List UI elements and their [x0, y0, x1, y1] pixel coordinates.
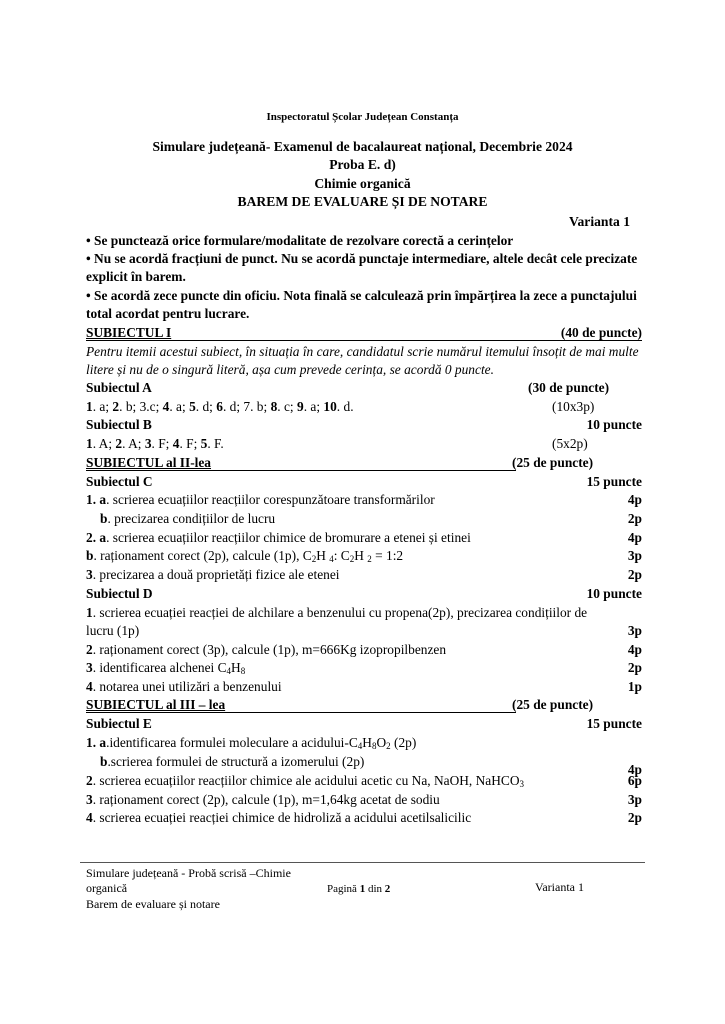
item-d2: 2. raționament corect (3p), calcule (1p), m=666Kg izopropilbenzen 4p — [86, 642, 642, 657]
proba: Proba E. d) — [329, 157, 396, 172]
item-c3: 3. precizarea a două proprietăți fizice ale etenei 2p — [86, 567, 642, 582]
section-1-title: SUBIECTUL I — [86, 325, 172, 340]
section-1-points: (40 de puncte) — [560, 325, 642, 340]
subject-a-points: (30 de puncte) — [528, 380, 610, 395]
subject-b-title: Subiectul B — [86, 417, 152, 432]
subject-b-score: (5x2p) — [552, 436, 588, 451]
footer-variant: Varianta 1 — [535, 880, 584, 894]
section-2-title: SUBIECTUL al II-lea — [86, 455, 212, 470]
subject-e-header — [86, 715, 642, 733]
subject-c-header — [86, 473, 642, 491]
subject-d-header — [86, 585, 642, 603]
item-d1-cont: lucru (1p) 3p — [86, 623, 642, 638]
subject-d-title: Subiectul D — [86, 586, 153, 601]
subject-e-title: Subiectul E — [86, 716, 152, 731]
item-c1b: b. precizarea condițiilor de lucru 2p — [100, 511, 642, 526]
subject-name: Chimie organică — [314, 176, 411, 191]
section-2-underline — [86, 470, 516, 471]
institution: Inspectoratul Școlar Județean Constanța — [266, 111, 459, 123]
footer-left-1: Simulare județeană - Probă scrisă –Chimie — [86, 866, 291, 880]
subject-a-answers: 1. a; 2. b; 3.c; 4. a; 5. d; 6. d; 7. b; 8. c; 9. a; 10. d. (10x3p) — [86, 399, 595, 414]
item-c2b: b. raționament corect (2p), calcule (1p), $C_2H$ $_4$: $C_2H$ $_2$ = 1:2 3p — [86, 548, 642, 564]
barem-title: BAREM DE EVALUARE ȘI DE NOTARE — [237, 194, 488, 209]
exam-title: Simulare județeană- Examenul de bacalaureat național, Decembrie 2024 — [152, 139, 573, 154]
subject-b-points: 10 puncte — [586, 417, 642, 432]
subject-a-title: Subiectul A — [86, 380, 152, 395]
rule-3: • Se acordă zece puncte din oficiu. Nota finală se calculează prin împărțirea la zece a punctajului total acordat pentru lucrare. — [86, 288, 637, 321]
footer-divider — [80, 862, 645, 863]
footer-left-3: Barem de evaluare și notare — [86, 897, 220, 911]
section-3-points: (25 de puncte) — [512, 697, 594, 712]
section-3-underline — [86, 712, 516, 713]
subject-a-header — [86, 379, 642, 397]
subject-a-score: (10x3p) — [552, 399, 595, 414]
subject-d-points: 10 puncte — [586, 586, 642, 601]
item-e1a: 1. a.identificarea formulei moleculare a acidului-$C_4H_8O_2$ (2p) — [86, 735, 417, 751]
subject-c-title: Subiectul C — [86, 474, 153, 489]
item-e1b: b.scrierea formulei de structură a izomerului (2p) — [100, 754, 365, 769]
item-e3: 3. raționament corect (2p), calcule (1p), m=1,64kg acetat de sodiu 3p — [86, 792, 642, 807]
item-d4: 4. notarea unei utilizări a benzenului 1p — [86, 679, 642, 694]
rule-1: • Se punctează orice formulare/modalitate de rezolvare corectă a cerințelor — [86, 233, 514, 248]
footer-page-number: Pagină 1 din 2 — [327, 883, 391, 895]
rule-2: • Nu se acordă fracțiuni de punct. Nu se acordă punctaje intermediare, altele decât cele precizate explicit în barem. — [86, 251, 638, 284]
section-2-points: (25 de puncte) — [512, 455, 594, 470]
subject-b-answers: 1. A; 2. A; 3. F; 4. F; 5. F. (5x2p) — [86, 436, 588, 451]
item-c2a: 2. a. scrierea ecuațiilor reacțiilor chimice de bromurare a etenei și etinei 4p — [86, 530, 642, 545]
item-d1: 1. scrierea ecuației reacției de alchilare a benzenului cu propena(2p), precizarea condițiilor de — [86, 605, 588, 620]
item-c1a: 1. a. scrierea ecuațiilor reacțiilor corespunzătoare transformărilor 4p — [86, 492, 642, 507]
section-3-title: SUBIECTUL al III – lea — [86, 697, 226, 712]
exam-page: Inspectoratul Școlar Județean Constanța Simulare județeană- Examenul de bacalaureat național, Decembrie 2024 Proba E. d) Chimie organică BAREM DE EVALUARE ȘI DE NOTARE Varianta 1 • Se punctează orice formulare/modalitate de rezolvare corectă a cerințelor • Nu se acordă fracțiuni de punct. Nu se acordă punctaje intermediare, altele decât cele precizate explicit în barem. • Se acordă zece puncte din oficiu. Nota finală se calculează prin împărțirea la zece a punctajului total acordat pentru lucrare. SUBIECTUL I (40 de puncte) Pentru itemii acestui subiect, în situația în care, candidatul scrie numărul itemului însoțit de mai multe litere și nu de o singură literă, așa cum prevede cerința, se acordă 0 puncte. Subiectul A (30 de puncte) 1. a; 2. b; 3.c; 4. a; 5. d; 6. d; 7. b; 8. c; 9. a; 10. d. (10x3p) Subiectul B 10 puncte 1. A; 2. A; 3. F; 4. F; 5. F. (5x2p) SUBIECTUL al II-lea (25 de puncte) Subiectul C 15 puncte 1. a. scrierea ecuațiilor reacțiilor corespunzătoare transformărilor 4p b. precizarea condițiilor de lucru 2p 2. a. scrierea ecuațiilor reacțiilor chimice de bromurare a etenei și etinei 4p b. raționament corect (2p), calcule (1p), $C_2H$ $_4$: $C_2H$ $_2$ = 1:2 3p 3. precizarea a două proprietăți fizice ale etenei 2p Subiectul D 10 puncte 1. scrierea ecuației reacției de alchilare a benzenului cu propena(2p), precizarea condițiilor de lucru (1p) 3p 2. raționament corect (3p), calcule (1p), m=666Kg izopropilbenzen 4p 3. identificarea alchenei $C_4H_8$ 2p 4. notarea unei utilizări a benzenului 1p SUBIECTUL al III – lea (25 de puncte) Subiectul E 15 puncte 1. a.identificarea formulei moleculare a acidului-$C_4H_8O_2$ (2p) b.scrierea formulei de structură a izomerului (2p) 4p 2. scrierea ecuațiilor reacțiilor chimice ale acidului acetic cu Na, NaOH, NaHCO$_3$ 6p 3. raționament corect (2p), calcule (1p), m=1,64kg acetat de sodiu 3p 4. scrierea ecuației reacției chimice de hidroliză a acidului acetilsalicilic 2p Simulare județeană - Probă scrisă –Chimie organică Barem de evaluare și notare Pagină 1 din 2 Varianta 1 — [0, 0, 725, 1024]
item-e4: 4. scrierea ecuației reacției chimice de hidroliză a acidului acetilsalicilic 2p — [86, 810, 642, 825]
item-e2: 2. scrierea ecuațiilor reacțiilor chimice ale acidului acetic cu Na, NaOH, NaHCO$_3$ 6p — [86, 773, 642, 789]
subject-e-points: 15 puncte — [586, 716, 642, 731]
subject-c-points: 15 puncte — [586, 474, 642, 489]
subject-b-header — [86, 416, 642, 434]
section-1-note: Pentru itemii acestui subiect, în situația în care, candidatul scrie numărul itemului însoțit de mai multe litere și nu de o singură literă, așa cum prevede cerința, se acordă 0 puncte. — [86, 344, 639, 377]
item-d3: 3. identificarea alchenei $C_4H_8$ 2p — [86, 660, 642, 676]
footer-left-2: organică — [86, 881, 128, 895]
section-1-underline — [86, 340, 642, 341]
variant-label: Varianta 1 — [568, 214, 630, 229]
